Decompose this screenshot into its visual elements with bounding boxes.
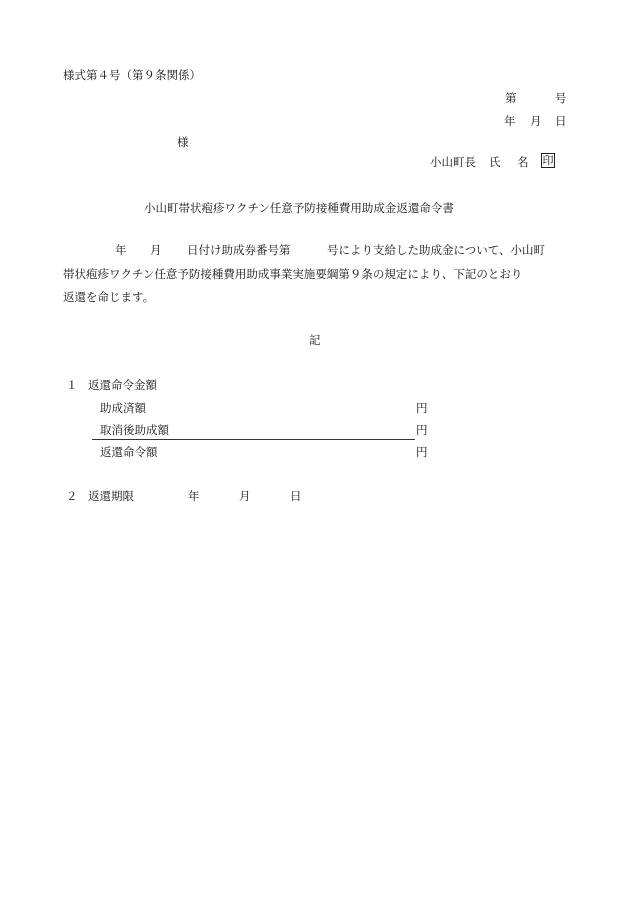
doc-number-suffix: 号 (555, 91, 567, 105)
issuer-title: 小山町長 (430, 155, 476, 169)
subtotal-rule (92, 439, 415, 440)
seal-text: 印 (542, 154, 554, 167)
date-day-label: 日 (555, 114, 567, 128)
body-month-label: 月 (150, 243, 162, 257)
name-label-second: 名 (517, 155, 529, 169)
item2-label: 返還期限 (88, 489, 134, 503)
deadline-month-label: 月 (239, 489, 251, 503)
body-line1-a: 日付け助成券番号第 (187, 243, 291, 257)
row-paid-unit: 円 (416, 401, 428, 415)
body-line1-b: 号により支給した助成金について、小山町 (327, 243, 546, 257)
row-after-cancel-unit: 円 (416, 423, 428, 437)
body-line2: 帯状疱疹ワクチン任意予防接種費用助成事業実施要綱第９条の規定により、下記のとおり (63, 267, 523, 281)
doc-number-prefix: 第 (505, 91, 517, 105)
addressee-suffix: 様 (177, 135, 189, 149)
row-refund-unit: 円 (416, 445, 428, 459)
body-year-label: 年 (115, 243, 127, 257)
form-number: 様式第４号（第９条関係） (63, 68, 201, 82)
item1-label: 返還命令金額 (88, 378, 157, 392)
row-paid-label: 助成済額 (100, 401, 146, 415)
seal-mark (541, 153, 555, 168)
date-year-label: 年 (504, 114, 516, 128)
item1-number: １ (66, 378, 78, 392)
deadline-day-label: 日 (290, 489, 302, 503)
row-refund-label: 返還命令額 (100, 445, 158, 459)
ki-heading: 記 (309, 333, 321, 347)
item2-number: ２ (66, 489, 78, 503)
date-month-label: 月 (530, 114, 542, 128)
deadline-year-label: 年 (188, 489, 200, 503)
body-line3: 返還を命じます。 (63, 290, 155, 304)
document-title: 小山町帯状疱疹ワクチン任意予防接種費用助成金返還命令書 (144, 201, 454, 215)
row-after-cancel-label: 取消後助成額 (100, 423, 169, 437)
name-label-first: 氏 (489, 155, 501, 169)
